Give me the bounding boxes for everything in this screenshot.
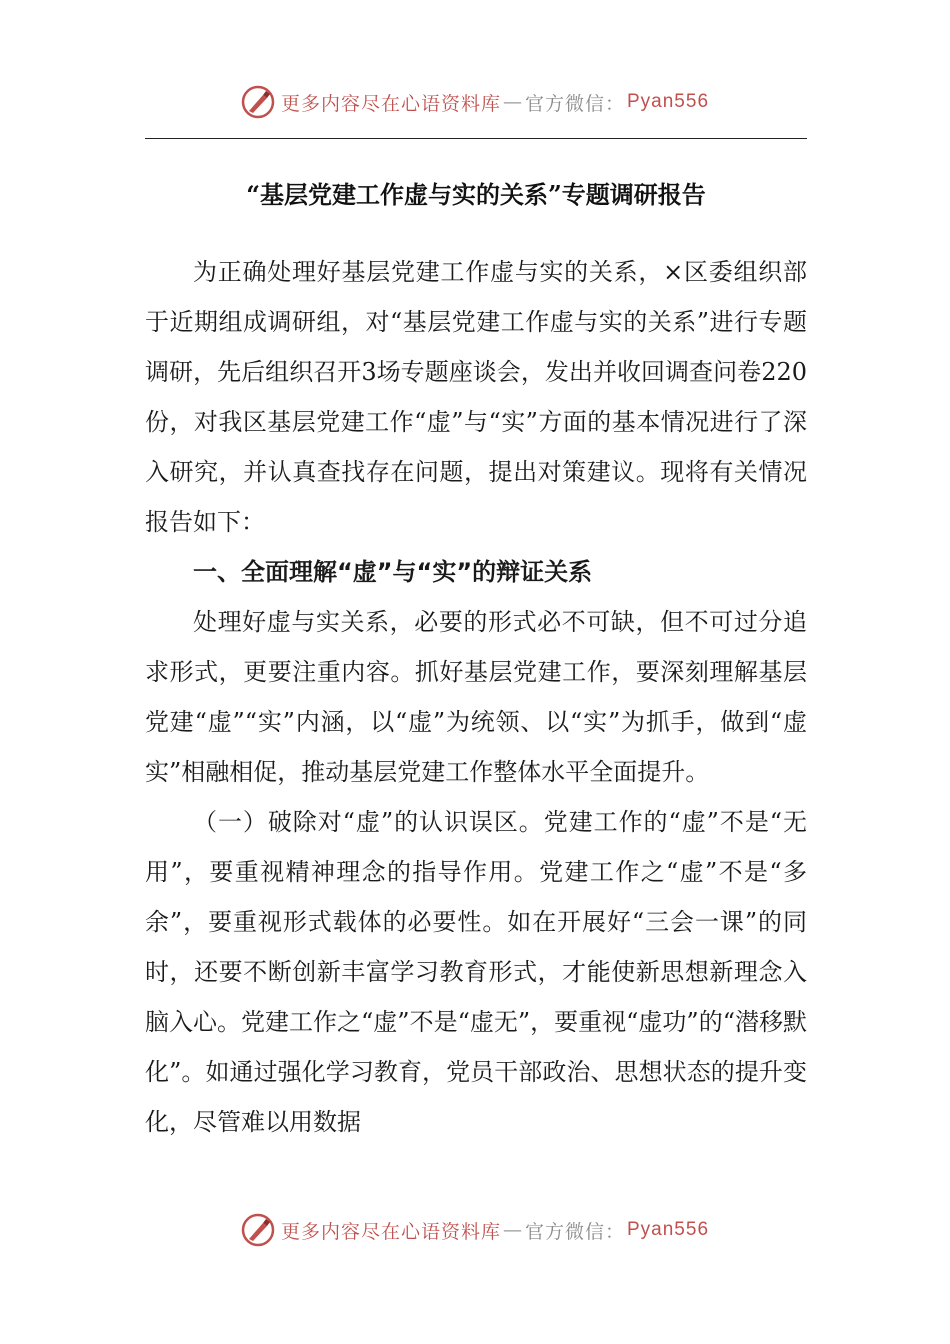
watermark-brand: 更多内容尽在心语资料库 <box>280 1220 501 1243</box>
document-title: “基层党建工作虚与实的关系”专题调研报告 <box>246 180 706 209</box>
watermark-wechat-id: Pyan556 <box>627 1219 710 1240</box>
document-body <box>145 247 807 1147</box>
pen-logo-icon <box>241 1213 275 1247</box>
watermark-wechat-label: 官方微信： <box>524 92 625 115</box>
paragraph-intro: 为正确处理好基层党建工作虚与实的关系，×区委组织部于近期组成调研组，对“基层党建工作虚与实的关系”进行专题调研，先后组织召开3场专题座谈会，发出并收回调查问卷220份，对我区基层党建工作“虚”与“实”方面的基本情况进行了深入研究，并认真查找存在问题，提出对策建议。现将有关情况报告如下： <box>145 258 807 536</box>
watermark-footer <box>0 1210 950 1250</box>
header-divider <box>145 138 807 139</box>
paragraph-section-intro: 处理好虚与实关系，必要的形式必不可缺，但不可过分追求形式，更要注重内容。抓好基层党建工作，要深刻理解基层党建“虚”“实”内涵，以“虚”为统领、以“实”为抓手，做到“虚实”相融相促，推动基层党建工作整体水平全面提升。 <box>145 608 807 786</box>
section-heading: 一、全面理解“虚”与“实”的辩证关系 <box>193 558 593 586</box>
paragraph-subsection-1: （一）破除对“虚”的认识误区。党建工作的“虚”不是“无用”，要重视精神理念的指导作用。党建工作之“虚”不是“多余”，要重视形式载体的必要性。如在开展好“三会一课”的同时，还要不断创新丰富学习教育形式，才能使新思想新理念入脑入心。党建工作之“虚”不是“虚无”，要重视“虚功”的“潜移默化”。如通过强化学习教育，党员干部政治、思想状态的提升变化，尽管难以用数据 <box>145 808 807 1136</box>
watermark-brand: 更多内容尽在心语资料库 <box>280 92 501 115</box>
watermark-wechat-label: 官方微信： <box>524 1220 625 1243</box>
watermark-separator: — <box>502 1219 523 1241</box>
watermark-separator: — <box>502 91 523 113</box>
watermark-header <box>0 82 950 122</box>
watermark-wechat-id: Pyan556 <box>627 91 710 112</box>
pen-logo-icon <box>241 85 275 119</box>
